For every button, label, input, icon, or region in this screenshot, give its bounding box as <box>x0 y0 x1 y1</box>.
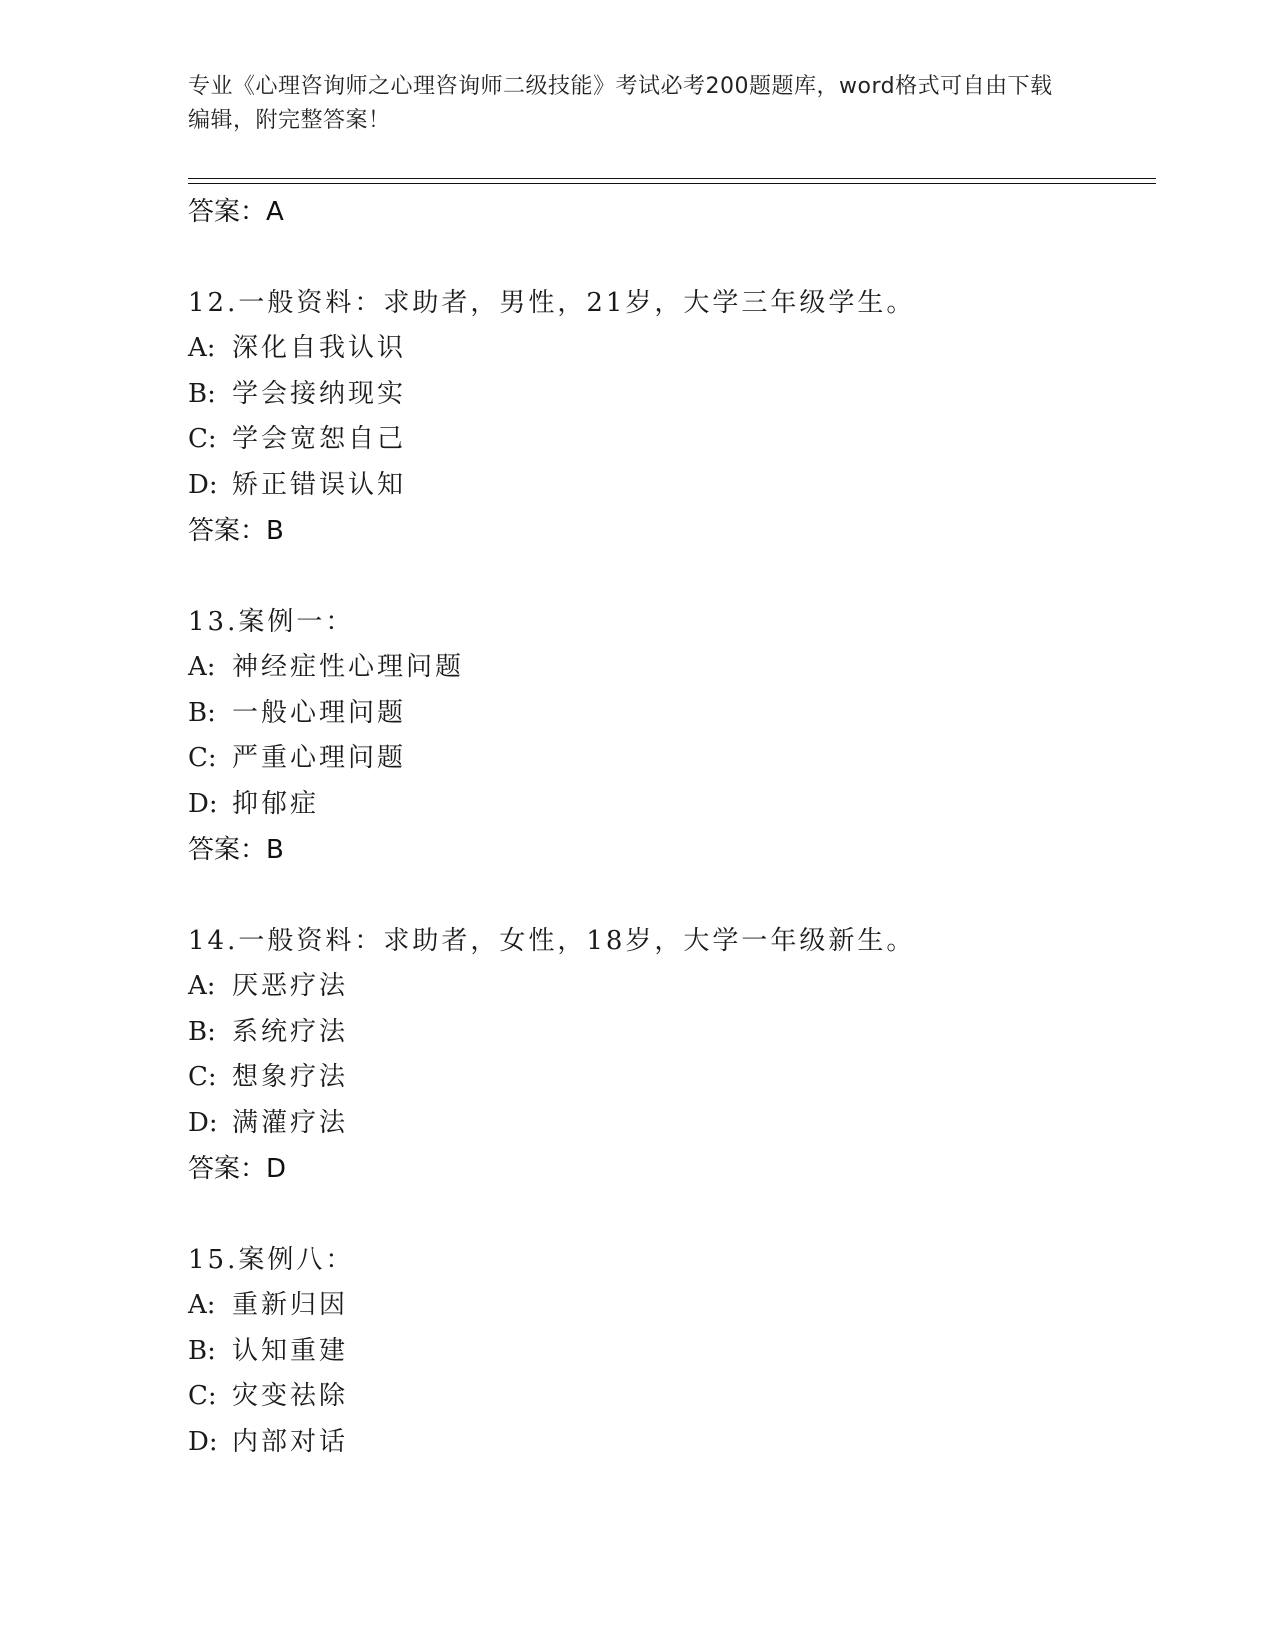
option-text: 矫正错误认知 <box>232 469 407 500</box>
option-text: 认知重建 <box>232 1335 349 1366</box>
option-text: 一般心理问题 <box>232 697 407 728</box>
option-letter: A: <box>188 333 216 363</box>
option-row <box>188 326 1156 372</box>
question-list <box>188 189 1156 1465</box>
spacer <box>188 235 1156 280</box>
option-row <box>188 1329 1156 1375</box>
option-letter: A: <box>188 652 216 682</box>
option-text: 灾变祛除 <box>232 1381 349 1411</box>
option-row <box>188 1283 1156 1329</box>
option-letter: B: <box>188 378 216 409</box>
option-row <box>188 372 1156 418</box>
question-title: 12.一般资料：求助者，男性，21岁，大学三年级学生。 <box>188 288 916 318</box>
option-text: 神经症性心理问题 <box>232 652 465 682</box>
option-row <box>188 417 1156 463</box>
option-letter: C: <box>188 424 217 454</box>
question-title: 14.一般资料：求助者，女性，18岁，大学一年级新生。 <box>188 926 916 956</box>
option-row <box>188 1101 1156 1147</box>
option-row <box>188 1420 1156 1466</box>
option-text: 学会接纳现实 <box>232 378 407 409</box>
option-letter: D: <box>188 788 218 819</box>
option-text: 内部对话 <box>232 1426 349 1457</box>
option-letter: C: <box>188 743 217 773</box>
option-row <box>188 645 1156 691</box>
option-row <box>188 736 1156 782</box>
option-row <box>188 691 1156 737</box>
option-row <box>188 964 1156 1010</box>
option-letter: C: <box>188 1381 217 1411</box>
option-row <box>188 463 1156 509</box>
answer-line: 答案：D <box>188 1154 287 1184</box>
spacer <box>188 873 1156 918</box>
header-divider-top <box>188 178 1156 179</box>
option-letter: B: <box>188 1335 216 1366</box>
option-letter: A: <box>188 1290 216 1320</box>
option-text: 系统疗法 <box>232 1016 349 1047</box>
option-text: 想象疗法 <box>232 1062 349 1092</box>
option-text: 满灌疗法 <box>232 1107 349 1138</box>
option-letter: D: <box>188 1107 218 1138</box>
option-letter: B: <box>188 697 216 728</box>
answer-line: 答案：B <box>188 516 284 546</box>
option-letter: D: <box>188 1426 218 1457</box>
document-header: 专业《心理咨询师之心理咨询师二级技能》考试必考200题题库，word格式可自由下载编辑，附完整答案！ <box>188 74 1053 133</box>
question-title: 13.案例一： <box>188 607 355 637</box>
option-text: 深化自我认识 <box>232 333 407 363</box>
option-letter: C: <box>188 1062 217 1092</box>
answer-line: 答案：B <box>188 835 284 865</box>
spacer <box>188 1192 1156 1237</box>
option-text: 严重心理问题 <box>232 743 407 773</box>
option-row <box>188 782 1156 828</box>
answer-line: 答案：A <box>188 197 284 227</box>
question-title: 15.案例八： <box>188 1245 355 1275</box>
option-letter: A: <box>188 971 216 1001</box>
option-text: 抑郁症 <box>232 788 320 819</box>
option-letter: D: <box>188 469 218 500</box>
option-text: 学会宽恕自己 <box>232 424 407 454</box>
option-letter: B: <box>188 1016 216 1047</box>
spacer <box>188 554 1156 599</box>
option-text: 重新归因 <box>232 1290 349 1320</box>
option-row <box>188 1374 1156 1420</box>
option-row <box>188 1055 1156 1101</box>
option-text: 厌恶疗法 <box>232 971 349 1001</box>
option-row <box>188 1010 1156 1056</box>
header-divider-bottom <box>188 183 1156 184</box>
